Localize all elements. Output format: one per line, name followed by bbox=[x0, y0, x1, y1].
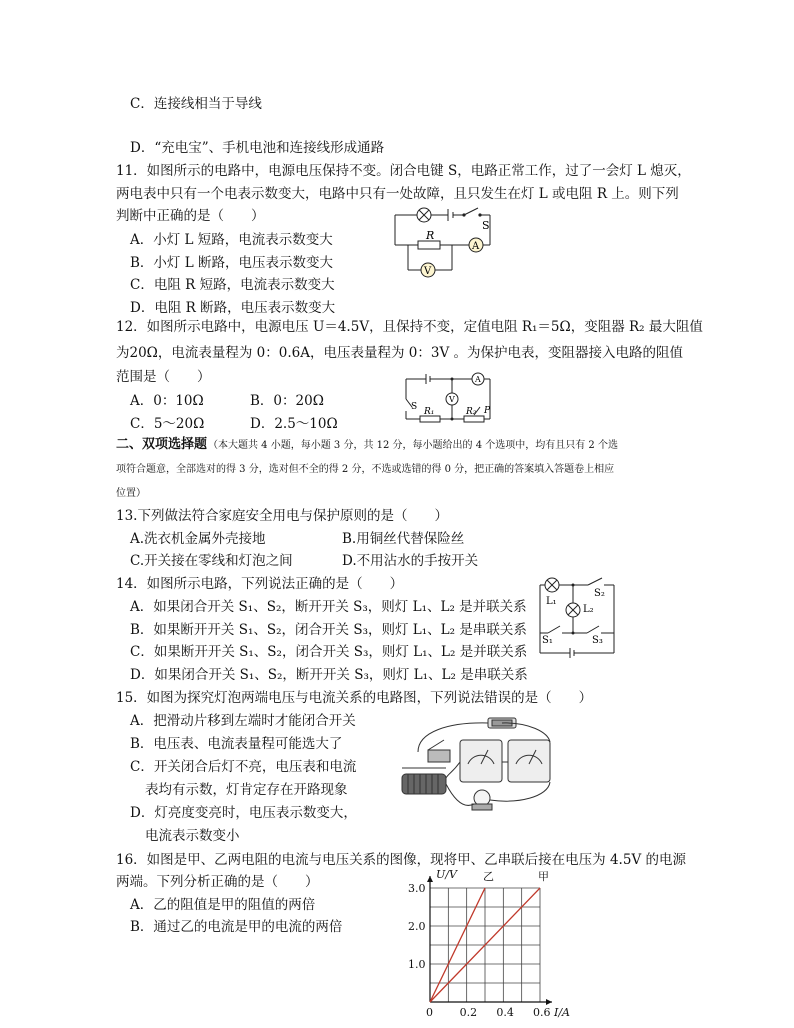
series-label: 甲 bbox=[538, 870, 549, 883]
x-tick-label: 0 bbox=[426, 1006, 433, 1019]
q12-ammeter-label: A bbox=[475, 375, 481, 384]
q14-circuit-diagram bbox=[532, 573, 622, 665]
q11-ammeter-label: A bbox=[472, 241, 480, 252]
q12-option-c: C．5～20Ω bbox=[130, 416, 205, 432]
q15-stem: 15．如图为探究灯泡两端电压与电流关系的电路图，下列说法错误的是（ ） bbox=[116, 690, 593, 706]
q15-apparatus-illustration bbox=[398, 712, 563, 812]
q14-l1-label: L₁ bbox=[546, 596, 557, 607]
q12-circuit-diagram bbox=[398, 371, 498, 426]
q12-slider-label: P bbox=[484, 406, 491, 416]
q14-s1-label: S₁ bbox=[542, 635, 553, 646]
q11-circuit-diagram bbox=[390, 205, 500, 280]
y-tick-label: 1.0 bbox=[408, 958, 426, 971]
q14-stem: 14．如图所示电路，下列说法正确的是（ ） bbox=[116, 576, 404, 592]
section2-note-line1: （本大题共 4 小题，每小题 3 分，共 12 分，每小题给出的 4 个选项中，均有且只有 2 个选 bbox=[208, 440, 618, 451]
q10-option-c: C．连接线相当于导线 bbox=[130, 96, 262, 112]
q12-option-d: D．2.5～10Ω bbox=[250, 416, 338, 432]
section2-title: 二、双项选择题 bbox=[116, 437, 208, 452]
q12-r1-label: R₁ bbox=[424, 407, 435, 417]
q12-option-b: B．0：20Ω bbox=[250, 393, 324, 409]
q14-option-a: A．如果闭合开关 S₁、S₂，断开开关 S₃，则灯 L₁、L₂ 是并联关系 bbox=[130, 599, 527, 615]
q14-option-d: D．如果闭合开关 S₁、S₂，断开开关 S₃，则灯 L₁、L₂ 是串联关系 bbox=[130, 667, 528, 683]
q12-voltmeter-label: V bbox=[449, 395, 455, 404]
q15-option-d-line1: D．灯亮度变亮时，电压表示数变大， bbox=[130, 805, 357, 821]
q15-option-d-line2: 电流表示数变小 bbox=[145, 828, 240, 844]
x-axis-arrow bbox=[546, 999, 552, 1005]
q15-option-c-line1: C．开关闭合后灯不亮，电压表和电流 bbox=[130, 759, 357, 775]
q14-s2-label: S₂ bbox=[594, 588, 605, 599]
q11-option-b: B．小灯 L 断路，电压表示数变大 bbox=[130, 255, 333, 271]
y-tick-label: 3.0 bbox=[408, 882, 426, 895]
series-label: 乙 bbox=[483, 870, 494, 883]
q16-option-b: B．通过乙的电流是甲的电流的两倍 bbox=[130, 919, 343, 935]
q13-option-d: D.不用沾水的手按开关 bbox=[342, 553, 479, 569]
q16-option-a: A．乙的阻值是甲的阻值的两倍 bbox=[130, 897, 316, 913]
section2-note-line3: 位置） bbox=[116, 488, 146, 499]
q12-stem-line1: 12．如图所示电路中，电源电压 U＝4.5V，且保持不变，定值电阻 R₁＝5Ω，变阻器 R₂ 最大阻值 bbox=[116, 319, 703, 335]
x-tick-label: 0.4 bbox=[496, 1006, 514, 1019]
section2-note-line2: 项符合题意，全部选对的得 3 分，选对但不全的得 2 分，不选或选错的得 0 分，把正确的答案填入答题卷上相应 bbox=[116, 464, 615, 475]
q14-s3-label: S₃ bbox=[592, 635, 603, 646]
q12-option-a: A．0：10Ω bbox=[130, 393, 204, 409]
q12-switch-label: S bbox=[411, 402, 418, 412]
q11-voltmeter-label: V bbox=[424, 266, 432, 277]
q11-switch-label: S bbox=[482, 219, 490, 232]
q16-stem-line2: 两端。下列分析正确的是（ ） bbox=[116, 874, 319, 890]
q15-option-c-line2: 表均有示数，灯肯定存在开路现象 bbox=[145, 782, 348, 798]
x-tick-label: 0.2 bbox=[459, 1006, 478, 1019]
q14-l2-label: L₂ bbox=[583, 604, 594, 615]
q14-option-b: B．如果断开开关 S₁、S₂，闭合开关 S₃，则灯 L₁、L₂ 是串联关系 bbox=[130, 622, 527, 638]
q16-stem-line1: 16．如图是甲、乙两电阻的电流与电压关系的图像，现将甲、乙串联后接在电压为 4.5V 的电源 bbox=[116, 852, 686, 868]
q13-stem: 13.下列做法符合家庭安全用电与保护原则的是（ ） bbox=[116, 508, 448, 524]
q14-option-c: C．如果断开开关 S₁、S₂，闭合开关 S₃，则灯 L₁、L₂ 是并联关系 bbox=[130, 644, 528, 660]
y-tick-label: 2.0 bbox=[408, 920, 426, 933]
x-tick-label: 0.6 bbox=[533, 1006, 551, 1019]
q13-option-c: C.开关接在零线和灯泡之间 bbox=[130, 553, 293, 569]
q10-option-d: D．“充电宝”、手机电池和连接线形成通路 bbox=[130, 140, 385, 156]
q12-stem-line3: 范围是（ ） bbox=[116, 369, 211, 385]
q12-stem-line2: 为20Ω，电流表量程为 0：0.6A，电压表量程为 0：3V 。为保护电表，变阻器接入电路的阻值 bbox=[116, 345, 683, 361]
q11-stem-line1: 11．如图所示的电路中，电源电压保持不变。闭合电键 S，电路正常工作，过了一会灯 L 熄灭， bbox=[116, 163, 691, 179]
q11-stem-line2: 两电表中只有一个电表示数变大，电路中只有一处故障，且只发生在灯 L 或电阻 R 上。则下列 bbox=[116, 186, 679, 202]
y-axis-arrow bbox=[427, 876, 433, 882]
x-axis-label: I/A bbox=[554, 1006, 570, 1019]
q13-option-b: B.用铜丝代替保险丝 bbox=[342, 531, 465, 547]
q16-u-i-graph bbox=[400, 868, 570, 1026]
q12-r2-label: R₂ bbox=[466, 407, 477, 417]
q11-option-a: A．小灯 L 短路，电流表示数变大 bbox=[130, 232, 333, 248]
q11-resistor-label: R bbox=[426, 229, 435, 242]
q11-option-d: D．电阻 R 断路，电压表示数变大 bbox=[130, 300, 336, 316]
q15-option-a: A．把滑动片移到左端时才能闭合开关 bbox=[130, 713, 356, 729]
q15-option-b: B．电压表、电流表量程可能选大了 bbox=[130, 736, 343, 752]
q11-option-c: C．电阻 R 短路，电流表示数变大 bbox=[130, 277, 335, 293]
q11-stem-line3: 判断中正确的是（ ） bbox=[116, 208, 265, 224]
y-axis-label: U/V bbox=[436, 868, 457, 881]
q13-option-a: A.洗衣机金属外壳接地 bbox=[130, 531, 266, 547]
